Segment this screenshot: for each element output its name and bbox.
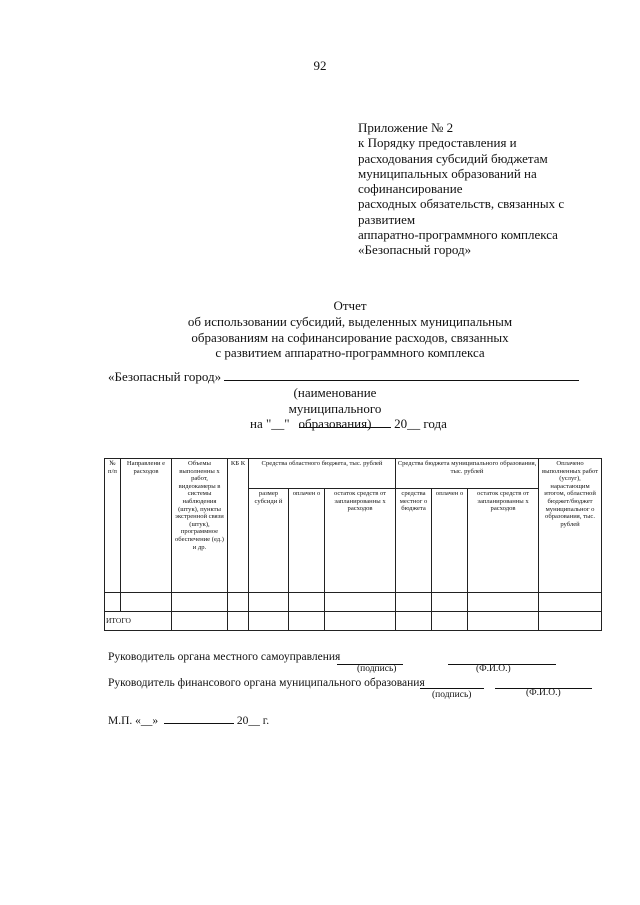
report-title-line: образованиям на софинансирование расходов, связанных — [191, 329, 509, 345]
appendix-line: к Порядку предоставления и — [358, 135, 517, 151]
table-cell[interactable] — [396, 612, 432, 631]
head-finance-sign-line[interactable] — [420, 688, 484, 689]
header-paid: Оплачено выполненных работ (услуг), нарастающим итогом, областной бюджет/бюджет муниципальног о образования, тыс. рублей — [539, 459, 602, 593]
appendix-line: развитием — [358, 211, 416, 227]
report-date-row — [250, 416, 447, 432]
table-cell[interactable] — [172, 612, 228, 631]
stamp-date-blank[interactable] — [164, 714, 234, 724]
report-title — [90, 298, 610, 361]
table-cell[interactable] — [539, 593, 602, 612]
table-cell[interactable] — [228, 612, 249, 631]
subheader-regional-remainder: остаток средств от запланированны х расходов — [325, 489, 396, 593]
table-cell[interactable] — [325, 612, 396, 631]
subheader-regional-paid: оплачен о — [289, 489, 325, 593]
appendix-line: расходных обязательств, связанных с — [358, 196, 565, 212]
caption-line: образования) — [298, 416, 372, 431]
date-blank[interactable] — [299, 416, 391, 428]
program-name-row — [108, 369, 579, 385]
appendix-line: софинансирование — [358, 181, 463, 197]
head-local-label: Руководитель органа местного самоуправления — [108, 651, 341, 663]
appendix-line: «Безопасный город» — [358, 242, 472, 258]
table-cell[interactable] — [105, 593, 121, 612]
table-cell[interactable] — [172, 593, 228, 612]
appendix-line: аппаратно-программного комплекса — [358, 227, 558, 243]
appendix-line: муниципальных образований на — [358, 165, 537, 181]
subheader-subsidy-size: размер субсиди й — [249, 489, 289, 593]
appendix-line: расходования субсидий бюджетам — [358, 150, 548, 166]
municipality-name-blank[interactable] — [224, 369, 579, 381]
stamp-year: 20__ г. — [236, 715, 270, 727]
head-finance-label: Руководитель финансового органа муниципального образования — [108, 677, 425, 689]
report-table — [104, 458, 602, 631]
subheader-municipal-paid: оплачен о — [432, 489, 468, 593]
table-cell[interactable] — [289, 593, 325, 612]
table-row — [105, 593, 602, 612]
header-municipal-budget: Средства бюджета муниципального образования, тыс. рублей — [396, 459, 539, 489]
subheader-municipal-remainder: остаток средств от запланированны х расходов — [468, 489, 539, 593]
name-caption: (Ф.И.О.) — [526, 688, 561, 698]
report-title-line: об использовании субсидий, выделенных муниципальным — [187, 313, 513, 329]
stamp-prefix: М.П. «__» — [108, 715, 159, 727]
table-cell[interactable] — [396, 593, 432, 612]
table-cell[interactable] — [228, 593, 249, 612]
table-total-row — [105, 612, 602, 631]
table-cell[interactable] — [432, 612, 468, 631]
report-title-line: с развитием аппаратно-программного комплекса — [215, 345, 485, 361]
table-cell[interactable] — [468, 612, 539, 631]
table-cell[interactable] — [432, 593, 468, 612]
header-regional-budget: Средства областного бюджета, тыс. рублей — [249, 459, 396, 489]
name-caption: (Ф.И.О.) — [476, 664, 511, 674]
date-year: 20__ года — [394, 416, 447, 431]
table-cell[interactable] — [325, 593, 396, 612]
caption-line: (наименование муниципального — [288, 385, 382, 416]
header-direction: Направлени е расходов — [121, 459, 172, 593]
sign-caption: (подпись) — [357, 664, 397, 674]
subheader-local-funds: средства местног о бюджета — [396, 489, 432, 593]
table-cell[interactable] — [121, 593, 172, 612]
sign-caption: (подпись) — [432, 690, 472, 700]
header-volumes: Объемы выполненны х работ, видеокамеры в системы наблюдения (штук), пункты экстренной связи (штук), программное обеспечение (ед.) и др. — [172, 459, 228, 593]
table-cell[interactable] — [249, 593, 289, 612]
table-cell[interactable] — [289, 612, 325, 631]
program-name: «Безопасный город» — [108, 369, 222, 384]
stamp-row — [108, 714, 269, 727]
appendix-header — [358, 120, 628, 258]
table-cell[interactable] — [468, 593, 539, 612]
table-cell[interactable] — [539, 612, 602, 631]
report-title-line: Отчет — [333, 298, 367, 313]
total-label: ИТОГО — [105, 612, 172, 631]
table-cell[interactable] — [249, 612, 289, 631]
page-number: 92 — [313, 58, 327, 73]
header-kbk: КБ К — [228, 459, 249, 593]
date-prefix: на "__" — [250, 416, 290, 431]
appendix-line: Приложение № 2 — [358, 120, 454, 135]
header-num: № п/п — [105, 459, 121, 593]
